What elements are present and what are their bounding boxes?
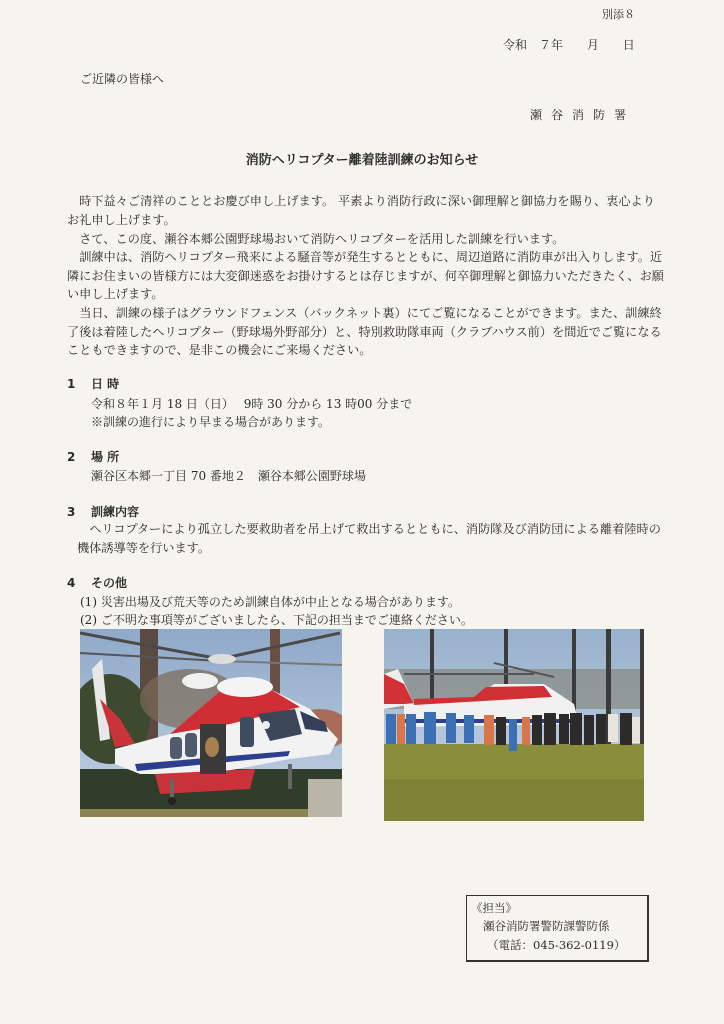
contact-phone: （電話：045-362-0119） [487,938,626,952]
section-2-heading: 2 場 所 [67,450,120,464]
section-3-heading: 3 訓練内容 [67,505,140,519]
section-1-note: ※訓練の進行により早まる場合があります。 [91,415,331,429]
helicopter-hovering-image [80,629,342,817]
contact-label: 《担当》 [471,901,517,915]
section-4-heading: 4 その他 [67,576,128,590]
intro-paragraph-announcement: さて、この度、瀬谷本郷公園野球場おいて消防ヘリコプターを活用した訓練を行います。 [79,232,565,246]
issuer: 瀬谷消防署 [530,108,636,122]
date-era-year: 令和 ７年 [503,38,564,52]
date-day: 日 [622,38,635,52]
section-4-item-2: (2) ご不明な事項等がございましたら、下記の担当までご連絡ください。 [80,613,473,627]
attachment-ref: 別添８ [602,8,635,21]
issue-date [503,36,647,53]
intro-paragraph-notice: 訓練中は、消防ヘリコプター飛来による騒音等が発生するとともに、周辺道路に消防車が出入りします。近隣にお住まいの皆様方には大変御迷惑をお掛けするとは存じますが、何卒御理解と御協力いただきたく、お願い申し上げます。 [67,250,664,302]
document-title: 消防ヘリコプター離着陸訓練のお知らせ [245,153,479,168]
helicopter-landed-image [384,629,644,821]
intro-paragraph-greeting: 時下益々ご清祥のこととお慶び申し上げます。 平素より消防行政に深い御理解と御協力を賜り、衷心よりお礼申し上げます。 [67,194,655,227]
contact-box [466,895,649,962]
recipient: ご近隣の皆様へ [80,72,165,86]
section-2-location: 瀬谷区本郷一丁目 70 番地２ 瀬谷本郷公園野球場 [91,469,366,483]
contact-department: 瀬谷消防署警防課警防係 [483,919,610,933]
helicopter-hovering-photo [80,629,342,817]
date-month: 月 [586,38,599,52]
helicopter-landed-crowd-photo [384,629,644,821]
section-3-content: ヘリコプターにより孤立した要救助者を吊上げて救出するとともに、消防隊及び消防団による離着陸時の機体誘導等を行います。 [77,522,661,555]
intro-paragraph-viewing: 当日、訓練の様子はグラウンドフェンス（バックネット裏）にてご覧になることができます。また、訓練終了後は着陸したヘリコプター（野球場外野部分）と、特別救助隊車両（クラブハウス前）を間近でご覧になることもできますので、是非この機会にご来場ください。 [67,306,662,358]
section-1-heading: 1 日 時 [67,377,120,391]
section-1-datetime: 令和８年１月 18 日（日） 9時 30 分から 13 時00 分まで [91,397,413,411]
section-4-item-1: (1) 災害出場及び荒天等のため訓練自体が中止となる場合があります。 [80,595,460,609]
